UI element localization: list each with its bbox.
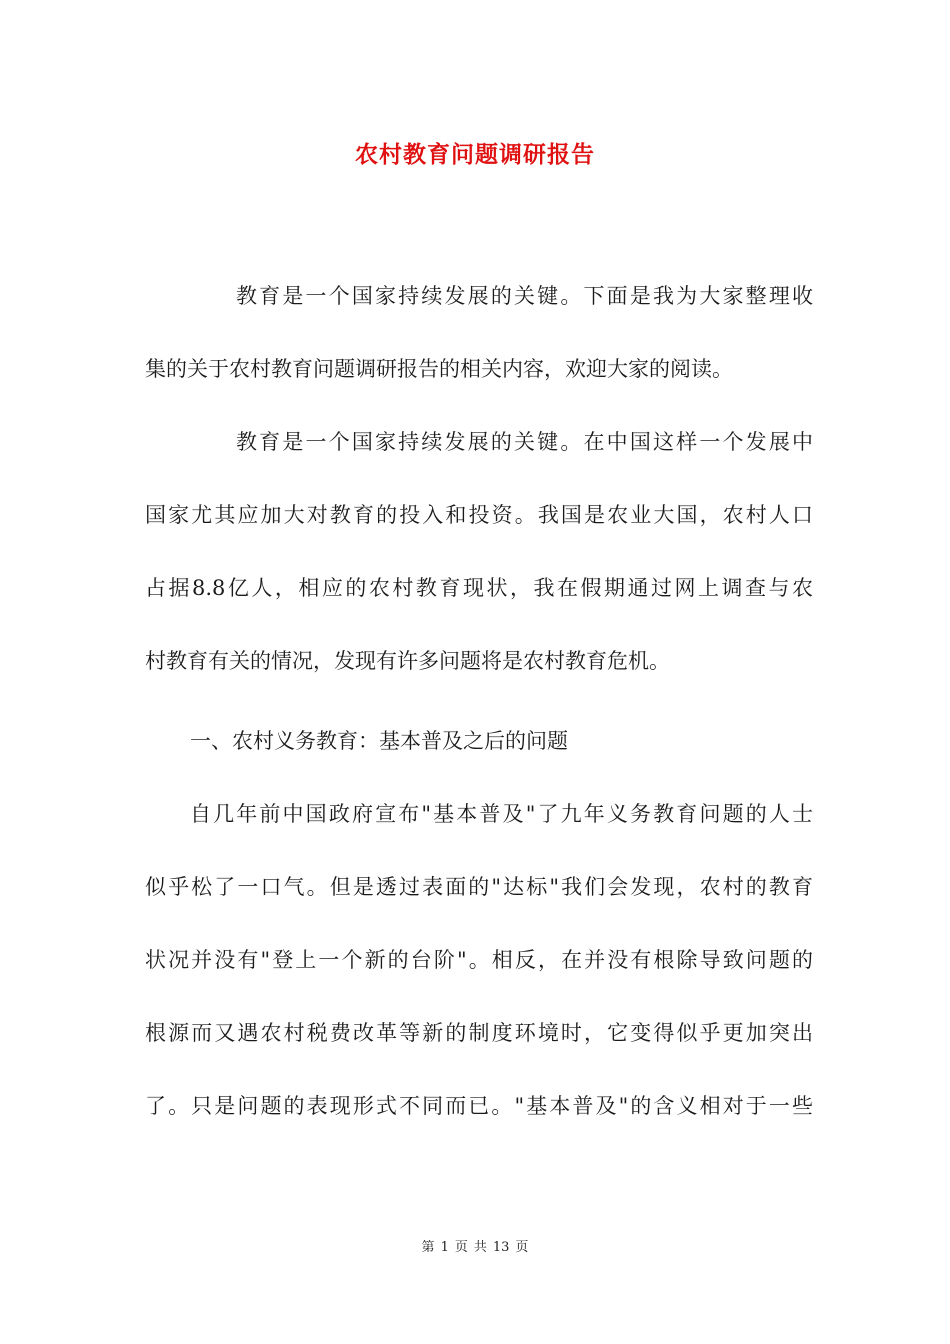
footer-page-label: 第: [421, 1240, 435, 1255]
paragraph-3-line-4: 根源而又遇农村税费改革等新的制度环境时，它变得似乎更加突出: [145, 1021, 813, 1045]
document-title: 农村教育问题调研报告: [355, 141, 595, 168]
footer-current-page: 1: [440, 1240, 449, 1255]
paragraph-1-line-1: 教育是一个国家持续发展的关键。下面是我为大家整理收: [236, 284, 813, 308]
page-footer: [0, 1236, 950, 1255]
paragraph-2-line-3: 占据8.8亿人，相应的农村教育现状，我在假期通过网上调查与农: [145, 576, 813, 600]
paragraph-2-line-1: 教育是一个国家持续发展的关键。在中国这样一个发展中: [236, 430, 813, 454]
footer-total-label: 共: [473, 1240, 487, 1255]
footer-page-unit: 页: [454, 1240, 468, 1255]
paragraph-1-line-2: 集的关于农村教育问题调研报告的相关内容，欢迎大家的阅读。: [145, 357, 733, 381]
footer-total-pages: 13: [492, 1240, 510, 1255]
paragraph-2-line-4: 村教育有关的情况，发现有许多问题将是农村教育危机。: [145, 649, 670, 673]
paragraph-3-line-3: 状况并没有"登上一个新的台阶"。相反，在并没有根除导致问题的: [145, 948, 813, 972]
paragraph-3-line-2: 似乎松了一口气。但是透过表面的"达标"我们会发现，农村的教育: [145, 875, 813, 899]
paragraph-3-line-1: 自几年前中国政府宣布"基本普及"了九年义务教育问题的人士: [190, 802, 813, 826]
section-heading-1: 一、农村义务教育：基本普及之后的问题: [190, 729, 568, 753]
footer-total-unit: 页: [515, 1240, 529, 1255]
paragraph-2-line-2: 国家尤其应加大对教育的投入和投资。我国是农业大国，农村人口: [145, 503, 813, 527]
paragraph-3-line-5: 了。只是问题的表现形式不同而已。"基本普及"的含义相对于一些: [145, 1094, 813, 1118]
